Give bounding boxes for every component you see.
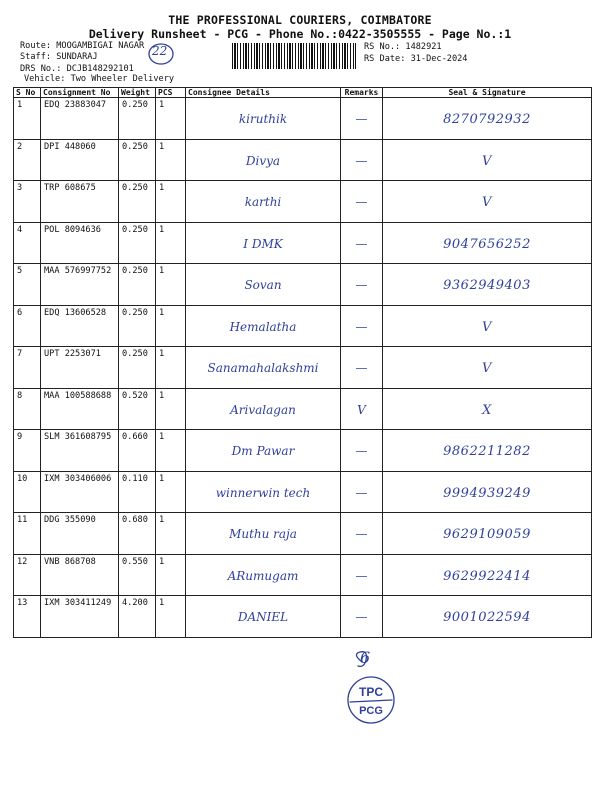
row-consignee-details: I DMK	[243, 236, 283, 251]
row-consignment-number: EDQ 13606528	[44, 307, 107, 318]
column-header: Consignee Details	[186, 88, 341, 98]
stamp-graphic	[342, 650, 402, 730]
stamp-top-text: TPC	[359, 685, 383, 699]
row-weight-cell	[119, 430, 156, 472]
table-row	[14, 430, 592, 472]
row-consignment-number: VNB 868708	[44, 556, 96, 567]
row-weight-cell	[119, 264, 156, 306]
staff-note-circle	[146, 40, 176, 70]
row-pieces-cell	[156, 430, 186, 472]
row-serial-number-cell	[14, 181, 41, 223]
row-seal-signature-cell	[383, 181, 592, 223]
row-serial-number-cell	[14, 347, 41, 389]
table-row	[14, 305, 592, 347]
table-row	[14, 388, 592, 430]
row-consignee-details: Sovan	[244, 278, 282, 292]
column-header: S No	[14, 88, 41, 98]
row-serial-number-cell	[14, 264, 41, 306]
row-remarks-cell	[341, 181, 383, 223]
row-remarks: —	[355, 319, 368, 334]
row-weight: 0.660	[122, 432, 148, 442]
row-weight: 0.250	[122, 307, 148, 318]
row-remarks: —	[355, 568, 368, 583]
row-consignment-number: MAA 100588688	[44, 390, 112, 401]
row-pieces: 1	[159, 224, 165, 235]
row-consignee-details: ARumugam	[227, 568, 299, 583]
row-consignment-number: DDG 355090	[44, 515, 96, 525]
row-remarks: —	[355, 361, 368, 375]
row-serial-number-cell	[14, 596, 41, 638]
row-consignee-details: Muthu raja	[229, 527, 297, 541]
row-remarks: —	[355, 236, 368, 251]
row-weight-cell	[119, 471, 156, 513]
company-title: THE PROFESSIONAL COURIERS, COIMBATORE	[168, 13, 432, 27]
row-seal-signature: 9001022594	[443, 610, 531, 625]
row-weight-cell	[119, 554, 156, 596]
row-pieces-cell	[156, 347, 186, 389]
row-consignee-details-cell	[186, 98, 341, 140]
column-header: Seal & Signature	[383, 88, 592, 98]
row-weight: 0.250	[122, 183, 148, 193]
row-consignment-number-cell	[41, 596, 119, 638]
table-row	[14, 264, 592, 306]
row-remarks: V	[357, 402, 366, 417]
row-remarks: —	[355, 195, 368, 209]
row-consignment-number-cell	[41, 513, 119, 555]
row-consignee-details: kiruthik	[238, 112, 288, 126]
row-consignment-number-cell	[41, 471, 119, 513]
row-pieces-cell	[156, 554, 186, 596]
row-consignee-details-cell	[186, 347, 341, 389]
table-row	[14, 181, 592, 223]
row-consignment-number: MAA 576997752	[44, 266, 112, 276]
stamp-handwritten-number: 6	[360, 648, 371, 667]
staff-label: Staff: SUNDARAJ	[20, 52, 98, 62]
row-serial-number-cell	[14, 430, 41, 472]
row-consignment-number: IXM 303406006	[44, 473, 112, 484]
row-seal-signature-cell	[383, 264, 592, 306]
table-row	[14, 596, 592, 638]
row-serial-number: 1	[17, 100, 23, 110]
row-consignment-number-cell	[41, 222, 119, 264]
row-consignee-details: Dm Pawar	[231, 444, 295, 458]
row-consignment-number-cell	[41, 430, 119, 472]
row-pieces: 1	[159, 598, 165, 608]
row-remarks-cell	[341, 596, 383, 638]
row-seal-signature: 9629109059	[443, 527, 531, 542]
row-weight: 0.680	[122, 515, 148, 525]
row-consignee-details: Hemalatha	[229, 319, 297, 334]
column-header: Remarks	[341, 88, 383, 98]
row-consignee-details-cell	[186, 388, 341, 430]
row-consignment-number: POL 8094636	[44, 224, 101, 235]
table-body	[14, 98, 592, 638]
row-pieces-cell	[156, 471, 186, 513]
row-seal-signature: 9047656252	[443, 236, 531, 252]
vehicle-label: Vehicle: Two Wheeler Delivery	[24, 74, 175, 84]
row-pieces: 1	[159, 390, 165, 401]
row-consignee-details: DANIEL	[237, 610, 289, 624]
row-serial-number: 2	[17, 141, 23, 152]
row-pieces-cell	[156, 596, 186, 638]
row-pieces-cell	[156, 264, 186, 306]
staff-handwritten-note: 22	[152, 44, 168, 58]
row-seal-signature: X	[482, 402, 492, 418]
table-row	[14, 139, 592, 181]
row-serial-number-cell	[14, 513, 41, 555]
row-serial-number-cell	[14, 305, 41, 347]
row-consignee-details: Sanamahalakshmi	[207, 361, 319, 375]
row-pieces-cell	[156, 305, 186, 347]
row-serial-number: 11	[17, 515, 28, 525]
row-remarks: —	[355, 153, 368, 168]
row-consignee-details-cell	[186, 264, 341, 306]
row-weight: 0.250	[122, 266, 148, 276]
row-weight: 0.250	[122, 100, 148, 110]
row-seal-signature: V	[482, 153, 492, 169]
runsheet-subtitle: Delivery Runsheet - PCG - Phone No.:0422-3505555 - Page No.:1	[88, 27, 512, 41]
rs-number: RS No.: 1482921	[364, 42, 442, 52]
row-pieces-cell	[156, 98, 186, 140]
row-remarks-cell	[341, 139, 383, 181]
row-consignment-number-cell	[41, 305, 119, 347]
row-consignment-number-cell	[41, 139, 119, 181]
row-pieces-cell	[156, 513, 186, 555]
row-weight-cell	[119, 513, 156, 555]
row-consignee-details-cell	[186, 554, 341, 596]
row-remarks: —	[355, 444, 368, 458]
table-row	[14, 471, 592, 513]
row-pieces-cell	[156, 222, 186, 264]
row-seal-signature-cell	[383, 471, 592, 513]
row-seal-signature: 9629922414	[443, 568, 531, 584]
row-serial-number: 12	[17, 556, 28, 567]
row-weight-cell	[119, 181, 156, 223]
row-weight-cell	[119, 596, 156, 638]
row-pieces-cell	[156, 388, 186, 430]
row-seal-signature-cell	[383, 139, 592, 181]
row-seal-signature-cell	[383, 513, 592, 555]
route-label: Route: MOOGAMBIGAI NAGAR	[20, 41, 145, 51]
row-pieces-cell	[156, 139, 186, 181]
column-header: PCS	[156, 88, 186, 98]
table-row	[14, 554, 592, 596]
row-remarks-cell	[341, 347, 383, 389]
row-pieces: 1	[159, 307, 165, 318]
row-pieces: 1	[159, 473, 165, 484]
row-weight: 0.520	[122, 390, 148, 401]
table-row	[14, 513, 592, 555]
row-serial-number: 7	[17, 349, 23, 359]
row-remarks-cell	[341, 513, 383, 555]
row-serial-number-cell	[14, 388, 41, 430]
row-weight-cell	[119, 347, 156, 389]
row-seal-signature: 8270792932	[443, 112, 531, 127]
table-row	[14, 222, 592, 264]
row-consignment-number-cell	[41, 388, 119, 430]
row-remarks: —	[355, 485, 368, 500]
row-seal-signature-cell	[383, 305, 592, 347]
row-seal-signature: 9362949403	[443, 278, 531, 293]
row-weight-cell	[119, 388, 156, 430]
row-consignment-number: TRP 608675	[44, 183, 96, 193]
row-seal-signature: V	[482, 195, 492, 210]
row-pieces: 1	[159, 349, 165, 359]
row-consignment-number-cell	[41, 347, 119, 389]
row-consignment-number: UPT 2253071	[44, 349, 101, 359]
row-serial-number-cell	[14, 554, 41, 596]
row-serial-number: 8	[17, 390, 23, 401]
row-remarks-cell	[341, 554, 383, 596]
row-consignee-details-cell	[186, 139, 341, 181]
tpc-pcg-stamp	[342, 650, 402, 734]
row-pieces: 1	[159, 183, 165, 193]
row-pieces: 1	[159, 432, 165, 442]
row-consignee-details: Divya	[245, 153, 281, 168]
delivery-table	[13, 87, 592, 638]
row-consignee-details: karthi	[244, 195, 282, 209]
row-serial-number: 10	[17, 473, 28, 484]
row-serial-number-cell	[14, 222, 41, 264]
row-consignment-number: EDQ 23883047	[44, 100, 107, 110]
row-consignment-number: IXM 303411249	[44, 598, 112, 608]
row-weight-cell	[119, 139, 156, 181]
row-serial-number: 6	[17, 307, 23, 318]
row-seal-signature-cell	[383, 388, 592, 430]
drs-label: DRS No.: DCJB148292101	[20, 64, 134, 74]
row-consignment-number-cell	[41, 98, 119, 140]
row-weight: 0.250	[122, 141, 148, 152]
rs-date: RS Date: 31-Dec-2024	[364, 54, 468, 64]
row-consignment-number-cell	[41, 181, 119, 223]
row-seal-signature: V	[482, 361, 492, 376]
row-serial-number: 9	[17, 432, 23, 442]
row-pieces: 1	[159, 556, 165, 567]
row-consignment-number: SLM 361608795	[44, 432, 112, 442]
row-serial-number: 3	[17, 183, 23, 193]
row-remarks: —	[355, 527, 368, 541]
row-serial-number-cell	[14, 139, 41, 181]
row-remarks-cell	[341, 98, 383, 140]
row-pieces: 1	[159, 100, 165, 110]
row-weight-cell	[119, 305, 156, 347]
row-seal-signature: V	[482, 319, 492, 335]
row-consignee-details-cell	[186, 513, 341, 555]
row-weight-cell	[119, 222, 156, 264]
row-consignee-details: Arivalagan	[230, 402, 296, 417]
row-seal-signature-cell	[383, 554, 592, 596]
row-consignment-number-cell	[41, 264, 119, 306]
row-weight: 4.200	[122, 598, 148, 608]
row-seal-signature-cell	[383, 98, 592, 140]
row-consignee-details: winnerwin tech	[215, 485, 311, 500]
row-pieces-cell	[156, 181, 186, 223]
row-pieces: 1	[159, 266, 165, 276]
row-serial-number-cell	[14, 471, 41, 513]
row-consignee-details-cell	[186, 305, 341, 347]
row-consignment-number-cell	[41, 554, 119, 596]
row-remarks: —	[355, 610, 368, 624]
row-seal-signature: 9862211282	[443, 444, 531, 459]
row-remarks-cell	[341, 222, 383, 264]
column-header: Weight	[119, 88, 156, 98]
row-serial-number: 4	[17, 224, 23, 235]
row-remarks-cell	[341, 264, 383, 306]
row-remarks: —	[355, 278, 368, 292]
stamp-bottom-text: PCG	[359, 705, 383, 717]
row-remarks-cell	[341, 471, 383, 513]
table-row	[14, 347, 592, 389]
row-consignee-details-cell	[186, 222, 341, 264]
row-weight-cell	[119, 98, 156, 140]
row-remarks-cell	[341, 430, 383, 472]
row-pieces: 1	[159, 141, 165, 152]
row-seal-signature-cell	[383, 347, 592, 389]
barcode	[232, 43, 356, 69]
row-seal-signature-cell	[383, 222, 592, 264]
row-consignee-details-cell	[186, 596, 341, 638]
row-remarks: —	[355, 112, 368, 126]
row-weight: 0.550	[122, 556, 148, 567]
row-weight: 0.110	[122, 473, 148, 484]
row-seal-signature-cell	[383, 596, 592, 638]
row-consignment-number: DPI 448060	[44, 141, 96, 152]
table-header-row	[14, 88, 592, 98]
row-consignee-details-cell	[186, 471, 341, 513]
row-serial-number: 13	[17, 598, 28, 608]
table-row	[14, 98, 592, 140]
row-seal-signature-cell	[383, 430, 592, 472]
row-consignee-details-cell	[186, 181, 341, 223]
row-pieces: 1	[159, 515, 165, 525]
row-serial-number: 5	[17, 266, 23, 276]
column-header: Consignment No	[41, 88, 119, 98]
row-weight: 0.250	[122, 224, 148, 235]
row-seal-signature: 9994939249	[443, 485, 531, 501]
row-remarks-cell	[341, 305, 383, 347]
row-remarks-cell	[341, 388, 383, 430]
row-weight: 0.250	[122, 349, 148, 359]
row-serial-number-cell	[14, 98, 41, 140]
row-consignee-details-cell	[186, 430, 341, 472]
